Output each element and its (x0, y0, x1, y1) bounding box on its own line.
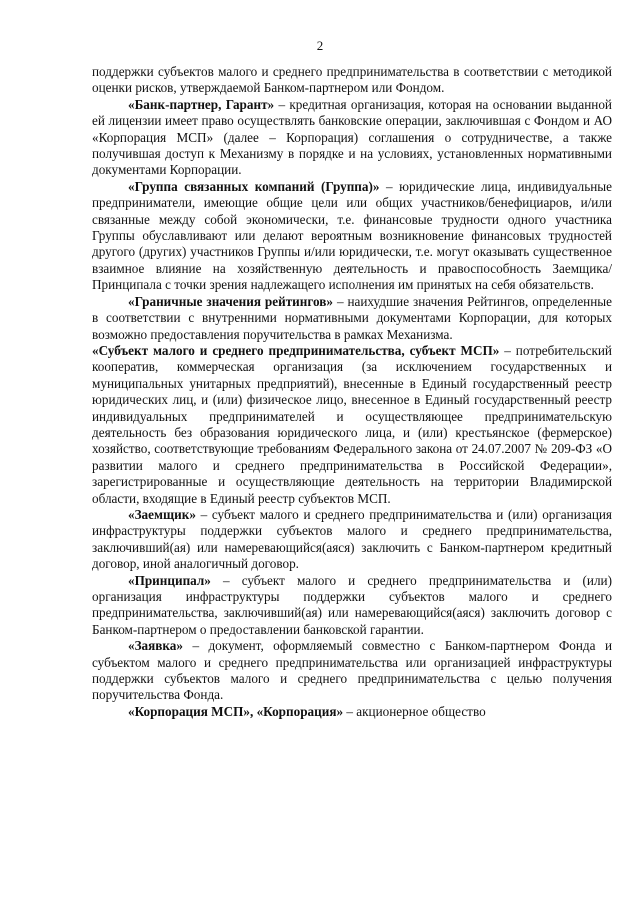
defined-term: «Группа связанных компаний (Группа)» (128, 178, 380, 194)
defined-term: «Банк-партнер, Гарант» (128, 96, 275, 112)
defined-term: «Субъект малого и среднего предпринимательства, субъект МСП» (92, 342, 500, 358)
paragraph (92, 97, 612, 179)
paragraph (92, 64, 612, 97)
page-number: 2 (316, 38, 324, 53)
paragraph (92, 704, 612, 720)
paragraph-text: – акционерное общество (343, 703, 486, 719)
paragraph-text: – юридические лица, индивидуальные предприниматели, имеющие общие цели или общих участников/бенефициаров, и/или связанные между собой экономически, т.е. финансовые трудности одного участника Группы обуславливают или делают вероятным возникновение финансовых трудностей другого (других) участников Группы и/или юридически, т.е. могут оказывать существенное взаимное влияние на хозяйственную деятельность и правоспособность Заемщика/Принципала с точки зрения надлежащего исполнения им принятых на себя обязательств. (92, 178, 612, 293)
defined-term: «Корпорация МСП», «Корпорация» (128, 703, 344, 719)
paragraph-text: – наихудшие значения Рейтингов, определенные в соответствии с внутренними нормативными документами Корпорации, для которых возможно предоставления поручительства в рамках Механизма. (92, 293, 613, 342)
paragraph (92, 179, 612, 294)
defined-term: «Граничные значения рейтингов» (128, 293, 334, 309)
defined-term: «Заемщик» (128, 506, 196, 522)
defined-term: «Заявка» (128, 638, 183, 654)
document-body (92, 64, 612, 720)
paragraph (92, 507, 612, 573)
paragraph-text: – потребительский кооператив, коммерческая организация (за исключением государственных и муниципальных унитарных предприятий), внесенные в Единый государственный реестр юридических лиц, и (или) физическое лицо, внесенное в Единый государственный реестр индивидуальных предпринимателей и осуществляющее предпринимательскую деятельность без образования юридического лица, и (или) крестьянское (фермерское) хозяйство, соответствующие требованиям Федерального закона от 24.07.2007 № 209-ФЗ «О развитии малого и среднего предпринимательства в Российской Федерации», зарегистрированные и осуществляющие деятельность на территории Владимирской области, входящие в Единый реестр субъектов МСП. (92, 342, 612, 506)
paragraph-text: поддержки субъектов малого и среднего предпринимательства в соответствии с методикой оценки рисков, утверждаемой Банком-партнером или Фондом. (92, 64, 612, 96)
defined-term: «Принципал» (128, 572, 211, 588)
paragraph (92, 573, 612, 639)
paragraph (92, 343, 612, 507)
paragraph-text: – документ, оформляемый совместно с Банком-партнером Фонда и субъектом малого и среднего предпринимательства или организацией инфраструктуры поддержки субъектов малого и среднего предпринимательства с целью получения поручительства Фонда. (92, 638, 612, 703)
paragraph (92, 638, 612, 704)
paragraph-text: – субъект малого и среднего предпринимательства и (или) организация инфраструктуры поддержки субъектов малого и среднего предпринимательства, заключивший(ая) или намеревающийся(аяся) заключить с Банком-партнером кредитный договор, иной аналогичный договор. (92, 506, 612, 572)
paragraph (92, 294, 612, 343)
paragraph-text: – субъект малого и среднего предпринимательства и (или) организация инфраструктуры поддержки субъектов малого и среднего предпринимательства, заключивший(ая) или намеревающийся(аяся) заключить договор с Банком-партнером о предоставлении банковской гарантии. (92, 572, 612, 637)
paragraph-text: – кредитная организация, которая на основании выданной ей лицензии имеет право осуществлять банковские операции, заключившая с Фондом и АО «Корпорация МСП» (далее – Корпорация) соглашения о сотрудничестве, а также получившая доступ к Механизму в порядке и на условиях, установленных нормативными документами Корпорации. (92, 96, 612, 178)
